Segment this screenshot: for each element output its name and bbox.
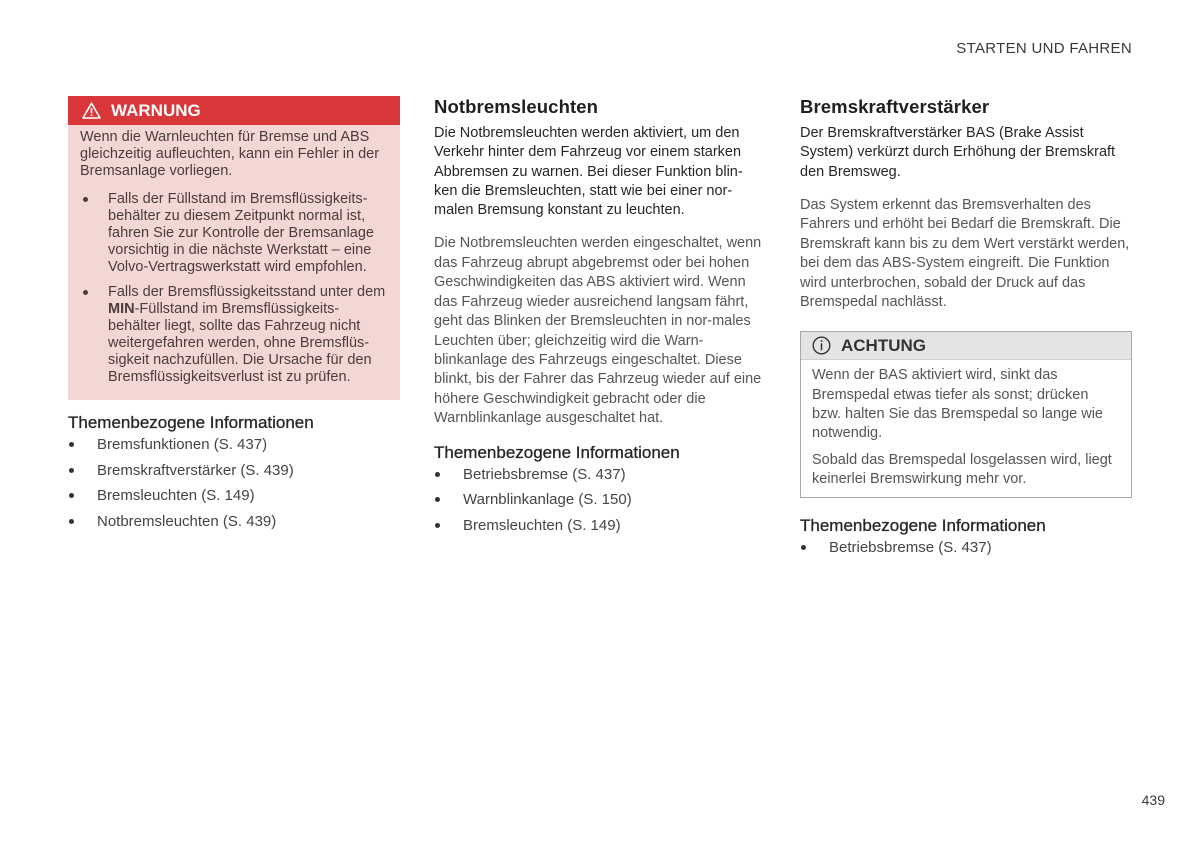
caution-body — [801, 360, 1131, 497]
section-title: Notbremsleuchten — [434, 96, 599, 117]
column-middle — [434, 96, 764, 541]
related-info-section — [800, 516, 1132, 564]
page-number: 439 — [1141, 792, 1165, 808]
warning-box — [68, 96, 400, 400]
related-info-title: Themenbezogene Informationen — [434, 442, 680, 462]
related-info-title: Themenbezogene Informationen — [800, 516, 1046, 536]
caution-title: ACHTUNG — [841, 335, 926, 355]
related-link[interactable]: Bremskraftverstärker (S. 439) — [68, 461, 400, 487]
related-link[interactable]: Bremsleuchten (S. 149) — [68, 486, 400, 512]
warning-title: WARNUNG — [111, 100, 201, 120]
lead-paragraph: Die Notbremsleuchten werden aktiviert, um den Verkehr hinter dem Fahrzeug vor einem starken Abbremsen zu warnen. Bei dieser Funktion blin-ken die Bremsleuchten, statt wie bei einer nor-malen Bremsung konstant zu leuchten. — [434, 125, 743, 219]
body-paragraph: Das System erkennt das Bremsverhalten des Fahrers und erhöht bei Bedarf die Bremskraft. Die Bremskraft kann bis zu dem Wert verstärkt werden, bei dem das ABS-System eingreift. Die Funktion wird unterbrochen, sobald der Druck auf das Bremspedal nachlässt. — [800, 196, 1130, 310]
caution-paragraph: Sobald das Bremspedal losgelassen wird, liegt keinerlei Bremswirkung mehr vor. — [812, 451, 1112, 487]
related-info-section — [434, 443, 764, 542]
related-info-list — [800, 538, 1132, 564]
min-label: MIN — [108, 301, 135, 317]
related-info-list — [434, 465, 764, 542]
warning-intro: Wenn die Warnleuchten für Bremse und ABS gleichzeitig aufleuchten, kann ein Fehler in der Bremsanlage vorliegen. — [80, 129, 380, 179]
related-info-title: Themenbezogene Informationen — [68, 413, 314, 432]
warning-triangle-icon — [82, 102, 101, 119]
column-right — [800, 96, 1132, 564]
warning-bullet — [80, 284, 388, 386]
warning-header — [68, 96, 400, 125]
related-info-section — [68, 413, 400, 537]
section-title: Bremskraftverstärker — [800, 96, 990, 117]
warning-bullet-text: -Füllstand im Bremsflüssigkeits-behälter liegt, sollte das Fahrzeug nicht weitergefahren werden, ohne Bremsflüs-sigkeit nachzufüllen. Die Ursache für den Bremsflüssigkeitsverlust ist zu prüfen. — [108, 301, 372, 385]
section-header: STARTEN UND FAHREN — [956, 40, 1132, 57]
related-info-list — [68, 435, 400, 537]
related-link[interactable]: Betriebsbremse (S. 437) — [434, 465, 764, 491]
warning-bullet: Falls der Füllstand im Bremsflüssigkeits-behälter zu diesem Zeitpunkt normal ist, fahren Sie zur Kontrolle der Bremsanlage vorsichtig in die nächste Werkstatt – eine Volvo-Vertragswerkstatt wird empfohlen. — [80, 191, 388, 276]
body-paragraph: Die Notbremsleuchten werden eingeschaltet, wenn das Fahrzeug abrupt abgebremst oder bei hohen Geschwindigkeiten das ABS aktiviert wird. Wenn das Fahrzeug wieder ausreichend langsam fährt, geht das Blinken der Bremsleuchten in nor-males Leuchten über; gleichzeitig wird die Warn-blinkanlage des Fahrzeugs eingeschaltet. Diese blinkt, bis der Fahrer das Fahrzeug wieder auf eine höhere Geschwindigkeit gebracht oder die Warnblinkanlage ausgeschaltet hat. — [434, 235, 762, 427]
related-link[interactable]: Betriebsbremse (S. 437) — [800, 538, 1132, 564]
related-link[interactable]: Warnblinkanlage (S. 150) — [434, 490, 764, 516]
column-left — [68, 96, 400, 537]
related-link[interactable]: Notbremsleuchten (S. 439) — [68, 512, 400, 538]
info-circle-icon — [812, 336, 831, 355]
related-link[interactable]: Bremsleuchten (S. 149) — [434, 516, 764, 542]
caution-box — [800, 331, 1132, 498]
warning-body — [68, 125, 400, 386]
warning-bullet-text: Falls der Bremsflüssigkeitsstand unter dem — [108, 284, 386, 300]
caution-header — [801, 332, 1131, 360]
warning-list — [80, 191, 388, 386]
related-link[interactable]: Bremsfunktionen (S. 437) — [68, 435, 400, 461]
lead-paragraph: Der Bremskraftverstärker BAS (Brake Assist System) verkürzt durch Erhöhung der Bremskraft den Bremsweg. — [800, 125, 1116, 180]
caution-paragraph: Wenn der BAS aktiviert wird, sinkt das Bremspedal etwas tiefer als sonst; drücken bzw. halten Sie das Bremspedal so lange wie notwendig. — [812, 367, 1103, 442]
